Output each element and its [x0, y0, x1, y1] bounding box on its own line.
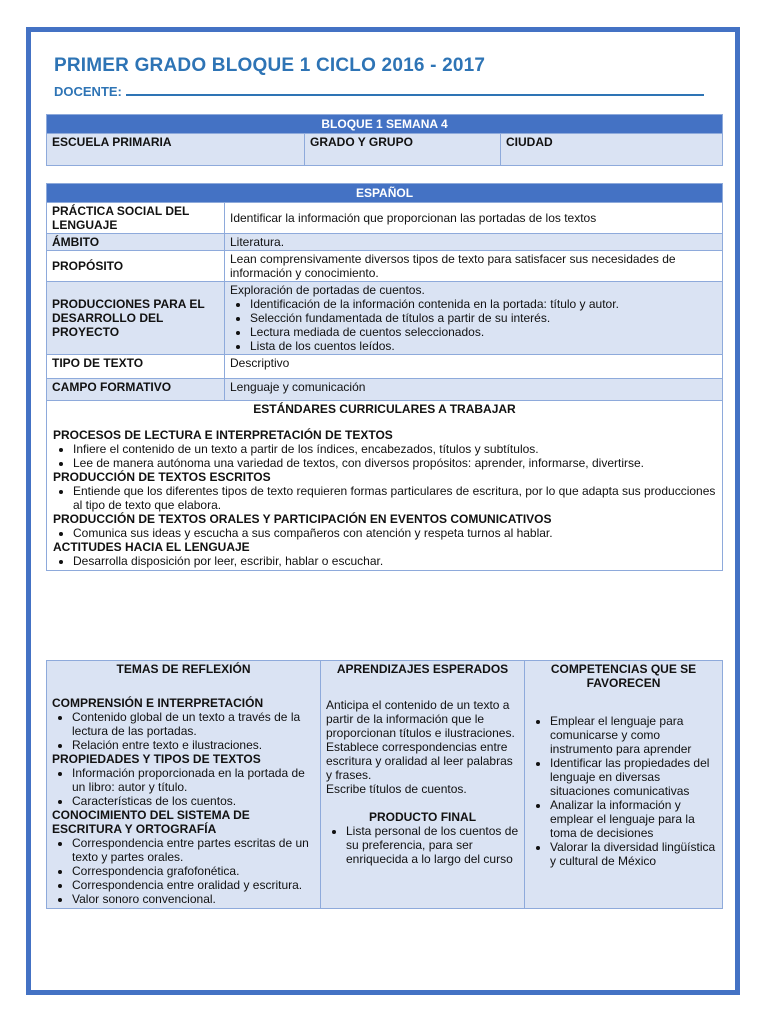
producto-list: [326, 824, 519, 866]
row-value: Literatura.: [225, 234, 723, 251]
section-title: PROCESOS DE LECTURA E INTERPRETACIÓN DE TEXTOS: [53, 428, 393, 442]
ciudad-cell[interactable]: CIUDAD: [501, 134, 723, 166]
list-item: • Comunica sus ideas y escucha a sus compañeros con atención y respeta turnos al hablar.: [73, 526, 716, 540]
list-item: • Correspondencia entre partes escritas de un texto y partes orales.: [72, 836, 315, 864]
list-item: • Valor sonoro convencional.: [72, 892, 315, 906]
competencias-title: COMPETENCIAS QUE SE FAVORECEN: [550, 662, 697, 690]
section-list: [53, 484, 716, 512]
page-title: PRIMER GRADO BLOQUE 1 CICLO 2016 - 2017: [54, 55, 486, 76]
list-item: • Características de los cuentos.: [72, 794, 315, 808]
tipo-value: Descriptivo: [225, 355, 723, 379]
list-item: • Información proporcionada en la portada de un libro: autor y título.: [72, 766, 315, 794]
list-item: • Contenido global de un texto a través de la lectura de las portadas.: [72, 710, 315, 738]
section-title: COMPRENSIÓN E INTERPRETACIÓN: [52, 696, 264, 710]
estandares-cell: [47, 401, 723, 571]
docente-blank[interactable]: [126, 82, 704, 96]
aprendizajes-cell: [321, 661, 525, 909]
bottom-table: [46, 660, 723, 909]
producciones-value: [225, 282, 723, 355]
row-value: Lean comprensivamente diversos tipos de texto para satisfacer sus necesidades de información y conocimiento.: [225, 251, 723, 282]
list-item: • Identificación de la información contenida en la portada: título y autor.: [250, 297, 717, 311]
row-label: ÁMBITO: [47, 234, 225, 251]
espanol-title: ESPAÑOL: [47, 184, 723, 203]
list-item: • Selección fundamentada de títulos a partir de su interés.: [250, 311, 717, 325]
competencias-list: [530, 714, 717, 868]
list-item: • Lee de manera autónoma una variedad de textos, con diversos propósitos: aprender, informarse, divertirse.: [73, 456, 716, 470]
list-item: • Infiere el contenido de un texto a partir de los índices, encabezados, títulos y subtítulos.: [73, 442, 716, 456]
list-item: • Correspondencia grafofonética.: [72, 864, 315, 878]
section-list: [52, 836, 315, 906]
list-item: • Valorar la diversidad lingüística y cultural de México: [550, 840, 717, 868]
campo-value: Lenguaje y comunicación: [225, 379, 723, 401]
section-list: [53, 442, 716, 470]
list-item: • Emplear el lenguaje para comunicarse y como instrumento para aprender: [550, 714, 717, 756]
list-item: • Entiende que los diferentes tipos de texto requieren formas particulares de escritura, por lo que adapta sus producciones al tipo de texto que elabora.: [73, 484, 716, 512]
week-table: [46, 114, 723, 166]
row-value: Identificar la información que proporcionan las portadas de los textos: [225, 203, 723, 234]
temas-title: TEMAS DE REFLEXIÓN: [116, 662, 251, 676]
section-list: [52, 710, 315, 752]
section-list: [53, 554, 716, 568]
competencias-cell: [525, 661, 723, 909]
producciones-label: PRODUCCIONES PARA EL DESARROLLO DEL PROYECTO: [47, 282, 225, 355]
producciones-intro: Exploración de portadas de cuentos.: [230, 283, 425, 297]
week-title: BLOQUE 1 SEMANA 4: [47, 115, 723, 134]
list-item: • Lectura mediada de cuentos seleccionados.: [250, 325, 717, 339]
campo-label: CAMPO FORMATIVO: [47, 379, 225, 401]
list-item: • Relación entre texto e ilustraciones.: [72, 738, 315, 752]
temas-cell: [47, 661, 321, 909]
section-list: [52, 766, 315, 808]
docente-label: DOCENTE:: [54, 84, 122, 99]
section-title: ACTITUDES HACIA EL LENGUAJE: [53, 540, 250, 554]
list-item: • Desarrolla disposición por leer, escribir, hablar o escuchar.: [73, 554, 716, 568]
section-title: CONOCIMIENTO DEL SISTEMA DE ESCRITURA Y ORTOGRAFÍA: [52, 808, 250, 836]
list-item: • Lista de los cuentos leídos.: [250, 339, 717, 353]
list-item: • Lista personal de los cuentos de su preferencia, para ser enriquecida a lo largo del curso: [346, 824, 519, 866]
list-item: • Correspondencia entre oralidad y escritura.: [72, 878, 315, 892]
section-title: PRODUCCIÓN DE TEXTOS ORALES Y PARTICIPACIÓN EN EVENTOS COMUNICATIVOS: [53, 512, 552, 526]
producciones-list: [230, 297, 717, 353]
list-item: • Analizar la información y emplear el lenguaje para la toma de decisiones: [550, 798, 717, 840]
list-item: • Identificar las propiedades del lenguaje en diversas situaciones comunicativas: [550, 756, 717, 798]
section-title: PROPIEDADES Y TIPOS DE TEXTOS: [52, 752, 261, 766]
row-label: PRÁCTICA SOCIAL DEL LENGUAJE: [47, 203, 225, 234]
aprendizajes-title: APRENDIZAJES ESPERADOS: [336, 662, 509, 676]
escuela-cell[interactable]: ESCUELA PRIMARIA: [47, 134, 305, 166]
aprendizajes-text: Anticipa el contenido de un texto a partir de la información que le proporcionan títulos e ilustraciones. Establece correspondencias entre escritura y oralidad al leer palabras y frases. Escribe títulos de cuentos.: [326, 698, 515, 796]
section-list: [53, 526, 716, 540]
estandares-title: ESTÁNDARES CURRICULARES A TRABAJAR: [253, 402, 516, 416]
section-title: PRODUCCIÓN DE TEXTOS ESCRITOS: [53, 470, 271, 484]
grado-cell[interactable]: GRADO Y GRUPO: [305, 134, 501, 166]
docente-line: [54, 82, 716, 99]
producto-title: PRODUCTO FINAL: [368, 810, 477, 824]
row-label: PROPÓSITO: [47, 251, 225, 282]
tipo-label: TIPO DE TEXTO: [47, 355, 225, 379]
espanol-table: [46, 183, 723, 571]
